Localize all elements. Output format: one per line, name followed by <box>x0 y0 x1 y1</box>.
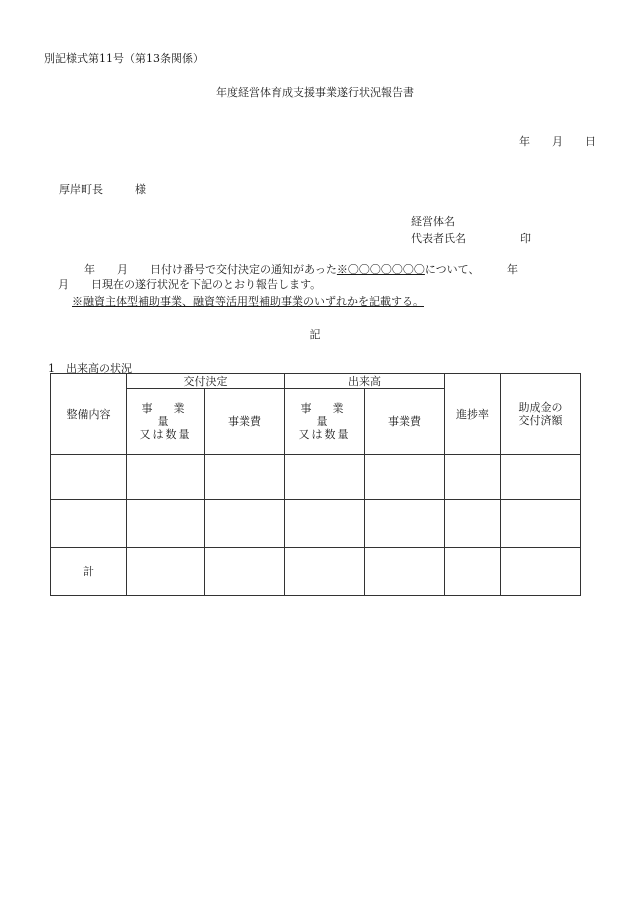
header-done-cost: 事業費 <box>365 389 445 455</box>
table-cell[interactable] <box>445 455 501 500</box>
table-cell[interactable] <box>365 500 445 548</box>
table-cell[interactable] <box>285 500 365 548</box>
table-cell[interactable] <box>285 455 365 500</box>
header-grant-cost: 事業費 <box>205 389 285 455</box>
aid-line2: 交付済額 <box>518 414 563 427</box>
header-item: 整備内容 <box>51 374 127 455</box>
header-grant-quantity <box>127 389 205 455</box>
header-grant-decision: 交付決定 <box>127 374 285 389</box>
table-cell[interactable] <box>365 455 445 500</box>
header-aid-paid <box>501 374 581 455</box>
ki-heading: 記 <box>309 328 321 341</box>
body-line1-a: 年 月 日付け番号で交付決定の通知があった <box>84 263 337 276</box>
form-number: 別記様式第11号（第13条関係） <box>44 52 204 65</box>
body-line1-b: について、 年 <box>424 263 518 276</box>
table-cell[interactable] <box>127 455 205 500</box>
table-row <box>51 455 581 500</box>
body-line2: 月 日現在の遂行状況を下記のとおり報告します。 <box>58 278 322 291</box>
date-year: 年 <box>519 135 531 148</box>
seal-mark: 印 <box>520 232 531 245</box>
document-title: 年度経営体育成支援事業遂行状況報告書 <box>216 86 414 99</box>
date-month: 月 <box>552 135 564 148</box>
note-text: ※融資主体型補助事業、融資等活用型補助事業のいずれかを記載する。 <box>72 295 424 308</box>
addressee-honorific: 様 <box>135 183 146 196</box>
total-label: 計 <box>51 548 127 596</box>
representative-label: 代表者氏名 <box>411 232 466 245</box>
qty-line1: 事 業 量 <box>141 402 206 428</box>
header-progress-rate: 進捗率 <box>445 374 501 455</box>
table-cell[interactable] <box>51 500 127 548</box>
table-cell[interactable] <box>365 548 445 596</box>
table-row <box>51 500 581 548</box>
qty-line1: 事 業 量 <box>300 402 365 428</box>
addressee-name: 厚岸町長 <box>59 183 103 196</box>
table-cell[interactable] <box>445 548 501 596</box>
table-row-total <box>51 548 581 596</box>
table-cell[interactable] <box>501 455 581 500</box>
table-cell[interactable] <box>205 455 285 500</box>
table-cell[interactable] <box>285 548 365 596</box>
report-date <box>519 133 597 149</box>
qty-line2: 又は数量 <box>298 428 351 441</box>
table-cell[interactable] <box>445 500 501 548</box>
table-cell[interactable] <box>51 455 127 500</box>
aid-line1: 助成金の <box>518 401 563 414</box>
org-name-label: 経営体名 <box>411 215 455 228</box>
table-cell[interactable] <box>127 500 205 548</box>
header-completed: 出来高 <box>285 374 445 389</box>
project-name-placeholder: ※〇〇〇〇〇〇〇 <box>336 263 425 276</box>
report-body <box>58 262 518 292</box>
table-cell[interactable] <box>501 500 581 548</box>
qty-line2: 又は数量 <box>139 428 192 441</box>
table-cell[interactable] <box>127 548 205 596</box>
table-cell[interactable] <box>205 548 285 596</box>
table-cell[interactable] <box>501 548 581 596</box>
table-cell[interactable] <box>205 500 285 548</box>
progress-table <box>50 373 581 596</box>
addressee <box>59 181 146 197</box>
date-day: 日 <box>585 135 597 148</box>
section-title: 1 出来高の状況 <box>48 362 132 375</box>
sender-block <box>411 213 531 247</box>
header-done-quantity <box>285 389 365 455</box>
